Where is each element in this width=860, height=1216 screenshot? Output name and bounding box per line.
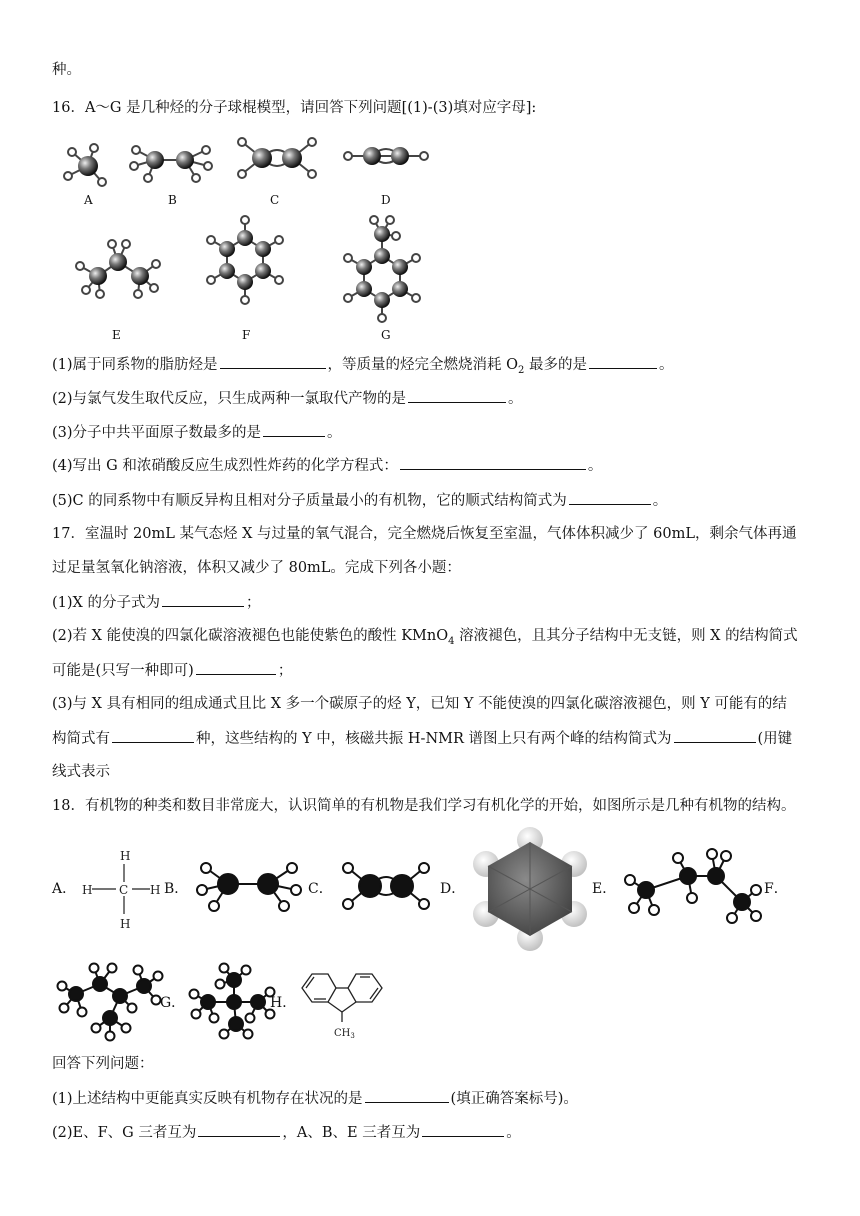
struct-f-isopentane <box>54 960 164 1040</box>
ch3-label: $CH_3$ <box>334 1028 355 1040</box>
q18-answer-prompt: 回答下列问题： <box>52 1056 154 1072</box>
opt-h: H． <box>270 995 297 1011</box>
opt-c: C． <box>308 881 333 897</box>
struct-h-right: H <box>150 883 161 897</box>
q17-part3-line3: 线式表示 <box>52 764 110 780</box>
struct-h-top: H <box>120 849 131 863</box>
struct-h-bottom: H <box>120 917 131 931</box>
opt-b: B． <box>164 881 189 897</box>
model-c <box>238 138 316 178</box>
label-g: G <box>381 328 391 342</box>
struct-c: C <box>119 883 129 897</box>
opt-g: G． <box>160 995 186 1011</box>
q16-intro: 16．A～G 是几种烃的分子球棍模型，请回答下列问题[(1)-(3)填对应字母]: <box>52 100 537 116</box>
q17-part2-line1: (2)若 X 能使溴的四氯化碳溶液褪色也能使紫色的酸性 KMnO$_4$ 溶液褪色，且其分子结构中无支链，则 X 的结构简式 <box>52 628 798 647</box>
q16-part3: (3)分子中共平面原子数最多的是 。 <box>52 422 342 443</box>
model-g <box>344 216 420 322</box>
q17-line2: 过足量氢氧化钠溶液，体积又减少了 80mL。完成下列各小题： <box>52 560 461 576</box>
q18-intro: 18．有机物的种类和数目非常庞大，认识简单的有机物是我们学习有机化学的开始，如图所示是几种有机物的结构。 <box>52 798 796 814</box>
struct-c-ethylene <box>334 856 440 916</box>
q17-part2-line2: 可能是(只写一种即可) ； <box>52 660 292 681</box>
model-b <box>130 146 212 182</box>
q16-ball-stick-models <box>50 128 450 358</box>
struct-h-methylfluorene <box>296 964 388 1040</box>
q17-part3-line1: (3)与 X 具有相同的组成通式且比 X 多一个碳原子的烃 Y，已知 Y 不能使溴的四氯化碳溶液褪色，则 Y 可能有的结 <box>52 696 787 712</box>
label-e: E <box>112 328 121 342</box>
q17-part3-line2: 构简式有 种，这些结构的 Y 中，核磁共振 H-NMR 谱图上只有两个峰的结构简式为 (用键 <box>52 728 792 749</box>
struct-h-left: H <box>82 883 93 897</box>
model-e <box>76 240 160 298</box>
struct-g-neopentane <box>186 964 276 1040</box>
model-a <box>64 144 106 186</box>
q16-part4: (4)写出 G 和浓硝酸反应生成烈性炸药的化学方程式： 。 <box>52 455 602 476</box>
label-d: D <box>381 193 391 207</box>
q17-line1: 17．室温时 20mL 某气态烃 X 与过量的氧气混合，完全燃烧后恢复至室温，气体体积减少了 60mL，剩余气体再通 <box>52 526 797 542</box>
label-f: F <box>242 328 251 342</box>
model-d <box>344 147 428 165</box>
opt-f: F． <box>764 881 788 897</box>
q17-part1: (1)X 的分子式为 ； <box>52 592 260 613</box>
opt-a: A． <box>52 881 77 897</box>
label-a: A <box>84 193 93 207</box>
struct-a-methane <box>78 846 161 932</box>
q18-part1: (1)上述结构中更能真实反映有机物存在状况的是 (填正确答案标号)。 <box>52 1088 578 1109</box>
label-b: B <box>168 193 177 207</box>
q18-part2: (2)E、F、G 三者互为 ，A、B、E 三者互为 。 <box>52 1122 521 1143</box>
opt-e: E． <box>592 881 617 897</box>
q16-part1: (1)属于同系物的脂肪烃是 ，等质量的烃完全燃烧消耗 $O_2$ 最多的是 。 <box>52 354 674 381</box>
q16-part5: (5)C 的同系物中有顺反异构且相对分子质量最小的有机物，它的顺式结构简式为 。 <box>52 490 667 511</box>
label-c: C <box>270 193 280 207</box>
opt-d: D． <box>440 881 466 897</box>
struct-d-benzene-space-fill <box>470 826 590 950</box>
struct-e-butane <box>620 846 770 924</box>
model-f <box>207 216 283 304</box>
struct-b-ethane <box>190 856 310 920</box>
q16-part2: (2)与氯气发生取代反应，只生成两种一氯取代产物的是 。 <box>52 388 523 409</box>
top-fragment: 种。 <box>52 62 81 78</box>
